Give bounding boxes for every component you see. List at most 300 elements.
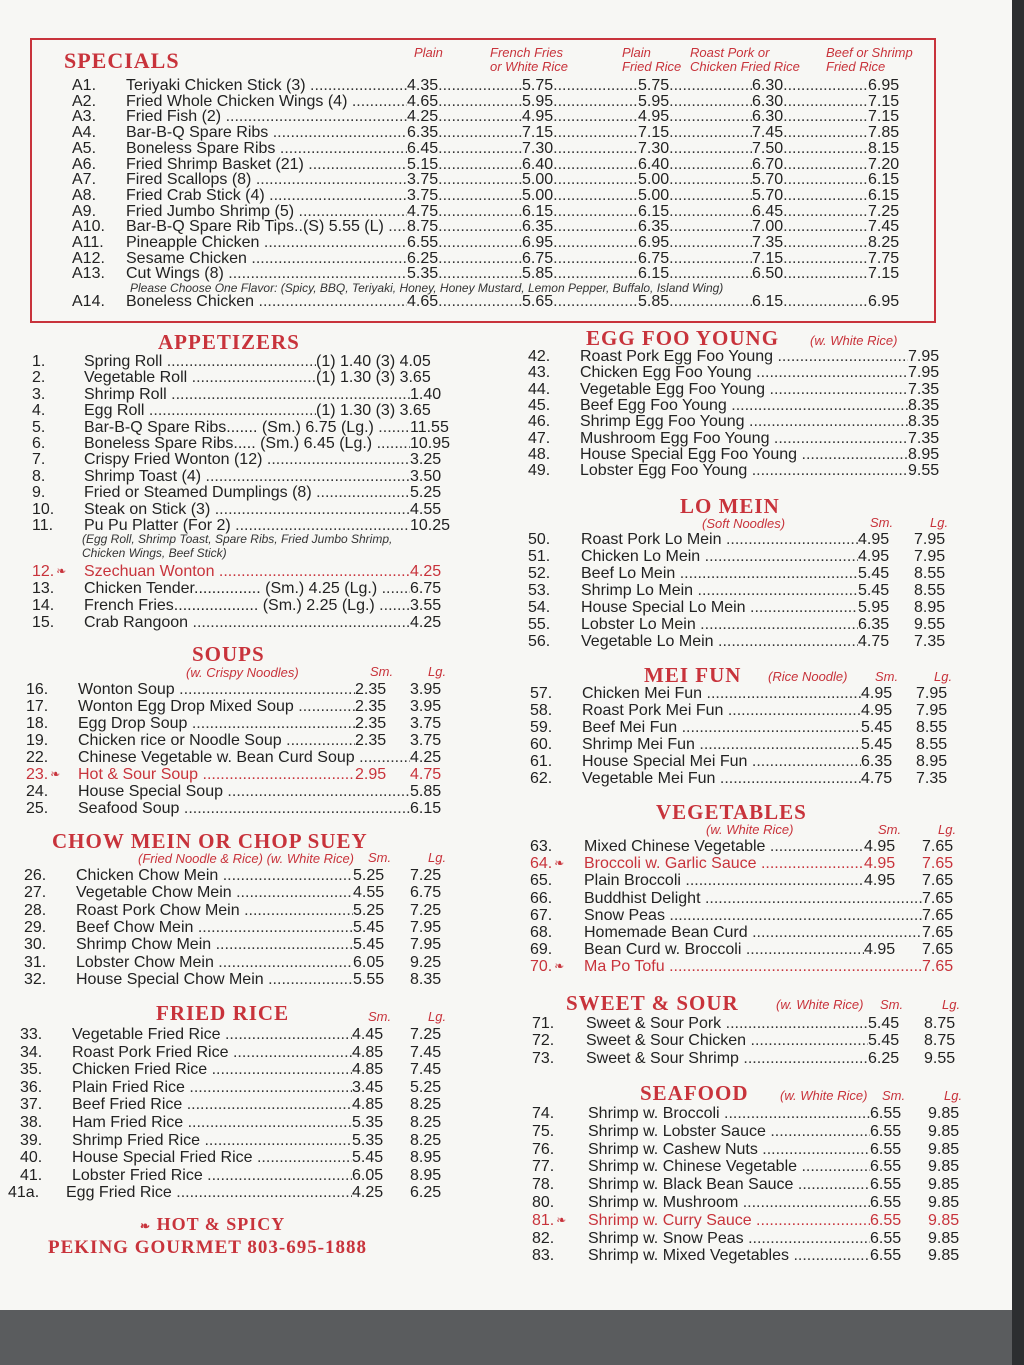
special-item-row xyxy=(0,293,1012,310)
large-price: 9.85 xyxy=(928,1229,960,1247)
large-price: 9.55 xyxy=(924,1049,956,1067)
small-price: 6.35 xyxy=(858,616,890,633)
large-price: 8.95 xyxy=(410,1149,442,1167)
menu-item-row xyxy=(0,582,1012,599)
item-number: 33. xyxy=(20,1026,43,1043)
menu-item-row xyxy=(0,381,1012,398)
item-number: 62. xyxy=(530,770,553,787)
large-price: 3.95 xyxy=(410,698,442,715)
item-name: Plain Broccoli ..... xyxy=(584,872,864,889)
item-number: 50. xyxy=(528,531,551,548)
item-price: 5.85 ..... xyxy=(638,293,752,310)
item-name: House Special Fried Rice ..... xyxy=(72,1149,352,1166)
item-name: Shrimp w. Mushroom ..... xyxy=(588,1194,870,1211)
chow-mein-subtitle: (Fried Noodle & Rice) (w. White Rice) xyxy=(138,851,354,866)
item-number: 56. xyxy=(528,633,551,650)
large-price: 7.25 xyxy=(410,1026,442,1043)
item-price: 6.30 ..... xyxy=(752,93,868,110)
item-number: 75. xyxy=(532,1122,555,1140)
item-name: Steak on Stick (3) ..... xyxy=(84,501,410,518)
item-price: 6.15 ..... xyxy=(638,265,752,282)
item-name: Fried Jumbo Shrimp (5) ..... xyxy=(126,203,407,220)
item-price: 3.50 xyxy=(410,467,442,485)
item-number: A12. xyxy=(72,249,105,267)
item-price: 5.00 ..... xyxy=(522,187,638,204)
fried-rice-title: FRIED RICE xyxy=(156,1001,290,1025)
item-name: Chicken Chow Mein ..... xyxy=(76,867,353,884)
small-price: 4.95 xyxy=(864,838,896,855)
item-price: 7.45 ..... xyxy=(752,124,868,141)
large-column-header: Lg. xyxy=(428,664,447,679)
menu-item-row xyxy=(0,958,1012,975)
special-item-row xyxy=(0,140,1012,157)
item-name: Shrimp w. Curry Sauce ..... xyxy=(588,1212,870,1229)
item-number: 28. xyxy=(24,901,47,919)
item-price: 6.95 ..... xyxy=(638,234,752,251)
large-price: 7.65 xyxy=(922,872,954,890)
item-price: 4.65 ..... xyxy=(407,93,522,110)
item-name: Teriyaki Chicken Stick (3) ..... xyxy=(126,77,407,94)
item-name: Roast Pork Chow Mein ..... xyxy=(76,902,353,919)
large-column-header: Lg. xyxy=(428,1009,447,1024)
flavor-note: Please Choose One Flavor: (Spicy, BBQ, Teriyaki, Honey, Honey Mustard, Lemon Pepper, Buffalo, Island Wing) xyxy=(130,281,724,295)
menu-item-row xyxy=(0,1123,1012,1140)
item-number: 46. xyxy=(528,413,551,431)
sweet-sour-title: SWEET & SOUR xyxy=(566,991,739,1015)
menu-item-row xyxy=(0,616,1012,633)
large-price: 7.95 xyxy=(914,531,946,548)
large-column-header: Lg. xyxy=(938,822,957,837)
special-item-row xyxy=(0,124,1012,141)
item-price: 5.65 ..... xyxy=(522,293,638,310)
item-name: Homemade Bean Curd ..... xyxy=(584,924,922,941)
small-price: 6.55 xyxy=(870,1105,902,1122)
item-price: 4.25 ..... xyxy=(407,108,522,125)
item-name: Shrimp Roll ..... xyxy=(84,386,410,403)
large-column-header: Lg. xyxy=(944,1088,963,1103)
large-column-header: Lg. xyxy=(428,850,447,865)
item-name: Bar-B-Q Spare Ribs ..... xyxy=(126,124,407,141)
large-price: 7.65 xyxy=(922,924,954,941)
item-price: 3.75 ..... xyxy=(407,171,522,188)
large-price: 7.65 xyxy=(922,906,954,924)
special-item-row xyxy=(0,203,1012,220)
vegetables-title: VEGETABLES xyxy=(656,800,807,824)
item-price: 7.95 xyxy=(908,348,940,365)
item-name: Chinese Vegetable w. Bean Curd Soup ..... xyxy=(78,749,410,766)
menu-item-row xyxy=(0,907,1012,924)
item-price: 7.15 xyxy=(868,108,900,126)
item-price: 4.35 ..... xyxy=(407,77,522,94)
item-name: Fried Crab Stick (4) ..... xyxy=(126,187,407,204)
item-number: 24. xyxy=(26,783,49,800)
menu-item-row xyxy=(0,924,1012,941)
small-price: 4.95 xyxy=(858,548,890,565)
small-column-header: Sm. xyxy=(875,669,899,684)
menu-item-row xyxy=(0,348,1012,365)
menu-item-row xyxy=(0,364,1012,381)
large-price: 7.65 xyxy=(922,958,954,976)
item-name: Egg Roll ..... xyxy=(84,402,316,419)
item-number: 7. xyxy=(32,451,46,469)
item-name: Cut Wings (8) ..... xyxy=(126,265,407,282)
item-price: 8.95 xyxy=(908,445,940,463)
item-name: Chicken Lo Mein ..... xyxy=(581,548,858,565)
item-price: 6.45 ..... xyxy=(407,140,522,157)
item-number: 34. xyxy=(20,1043,43,1061)
restaurant-name-phone: PEKING GOURMET 803-695-1888 xyxy=(48,1237,368,1258)
small-price: 4.85 xyxy=(352,1096,384,1114)
item-number: 76. xyxy=(532,1140,555,1158)
menu-item-row xyxy=(0,1158,1012,1175)
item-number: 63. xyxy=(530,838,553,855)
vegetables-subtitle: (w. White Rice) xyxy=(706,822,794,837)
item-number: 55. xyxy=(528,616,551,633)
item-name: House Special Chow Mein ..... xyxy=(76,971,353,988)
large-price: 5.25 xyxy=(410,1078,442,1096)
large-price: 4.25 xyxy=(410,749,442,766)
item-price: 6.15 xyxy=(868,186,900,204)
item-name: Chicken Tender............... (Sm.) 4.25 (Lg.) ..... xyxy=(84,580,410,597)
small-price: 6.05 xyxy=(353,953,385,971)
menu-item-row xyxy=(0,719,1012,736)
special-item-row xyxy=(0,156,1012,173)
item-number: 4. xyxy=(32,402,46,420)
item-price: 7.25 xyxy=(868,202,900,220)
item-price: 6.75 ..... xyxy=(638,250,752,267)
large-price: 7.35 xyxy=(916,770,948,787)
small-price: 2.35 xyxy=(355,715,387,732)
small-price: 6.05 xyxy=(352,1166,384,1184)
large-price: 9.85 xyxy=(928,1158,960,1176)
item-price: 6.55 ..... xyxy=(407,234,522,251)
small-price: 2.95 xyxy=(355,766,387,783)
item-number: 49. xyxy=(528,462,551,480)
large-price: 8.25 xyxy=(410,1131,442,1149)
item-price: 5.75 ..... xyxy=(638,77,752,94)
item-name: Egg Drop Soup ..... xyxy=(78,715,355,732)
item-price: 7.85 xyxy=(868,124,900,142)
small-price: 4.95 xyxy=(858,531,890,548)
item-name: Vegetable Roll ..... xyxy=(84,369,316,386)
item-price: 6.25 ..... xyxy=(407,250,522,267)
item-name: Shrimp w. Snow Peas ..... xyxy=(588,1230,870,1247)
item-price: 7.20 xyxy=(868,155,900,173)
mei-fun-subtitle: (Rice Noodle) xyxy=(768,669,848,684)
item-price: 5.85 ..... xyxy=(522,265,638,282)
small-price: 5.45 xyxy=(868,1015,900,1032)
item-price: 3.75 ..... xyxy=(407,187,522,204)
small-column-header: Sm. xyxy=(368,850,392,865)
item-price: 4.95 ..... xyxy=(638,108,752,125)
small-price: 3.45 xyxy=(352,1078,384,1096)
item-price: 6.35 ..... xyxy=(407,124,522,141)
item-number: 8. xyxy=(32,467,46,485)
item-number: 6. xyxy=(32,435,46,452)
price-column-header: Beef or Shrimp Fried Rice xyxy=(826,45,913,74)
item-price: 7.15 xyxy=(868,265,900,283)
special-item-row xyxy=(0,265,1012,282)
large-price: 8.25 xyxy=(410,1114,442,1131)
item-number: 83. xyxy=(532,1247,555,1265)
large-price: 8.55 xyxy=(916,736,948,753)
item-number: 40. xyxy=(20,1149,43,1167)
item-name: Spring Roll ..... xyxy=(84,353,316,370)
large-price: 3.75 xyxy=(410,732,442,749)
small-price: 6.25 xyxy=(868,1049,900,1067)
item-number: A3. xyxy=(72,108,97,126)
menu-item-row xyxy=(0,1141,1012,1158)
large-column-header: Lg. xyxy=(934,669,953,684)
item-price: 7.75 xyxy=(868,249,900,267)
item-number: A5. xyxy=(72,139,97,157)
special-item-row xyxy=(0,250,1012,267)
item-price: 4.55 xyxy=(410,500,442,518)
item-number: 70. ❧ xyxy=(530,958,565,976)
item-price: 6.70 ..... xyxy=(752,156,868,173)
item-number: 38. xyxy=(20,1114,43,1131)
menu-item-row xyxy=(0,413,1012,430)
item-name: Lobster Lo Mein ..... xyxy=(581,616,858,633)
item-number: 51. xyxy=(528,548,551,565)
item-price: 7.50 ..... xyxy=(752,140,868,157)
item-name: Shrimp w. Chinese Vegetable ..... xyxy=(588,1158,870,1175)
item-number: 65. xyxy=(530,872,553,890)
small-price: 5.45 xyxy=(353,936,385,954)
item-name: Roast Pork Fried Rice ..... xyxy=(72,1044,352,1061)
large-price: 6.25 xyxy=(410,1184,442,1202)
small-price: 5.45 xyxy=(858,582,890,599)
item-number: 26. xyxy=(24,867,47,884)
chili-pepper-icon: ❧ xyxy=(140,1219,152,1233)
item-name: Wonton Egg Drop Mixed Soup ..... xyxy=(78,698,355,715)
item-name: Roast Pork Egg Foo Young ..... xyxy=(580,348,908,365)
item-price: 7.35 xyxy=(908,429,940,447)
small-price: 5.45 xyxy=(861,719,893,736)
chili-pepper-icon: ❧ xyxy=(50,767,61,781)
menu-item-row xyxy=(0,548,1012,565)
item-price: 5.75 ..... xyxy=(522,77,638,94)
item-number: 15. xyxy=(32,614,55,631)
small-price: 5.95 xyxy=(858,599,890,616)
item-price: 6.75 xyxy=(410,580,442,597)
item-name: Bar-B-Q Spare Rib Tips..(S) 5.55 (L) ..... xyxy=(126,218,407,235)
item-price: 5.95 ..... xyxy=(638,93,752,110)
lo-mein-title: LO MEIN xyxy=(680,494,780,518)
item-number: 14. xyxy=(32,597,55,614)
item-price: 5.15 ..... xyxy=(407,156,522,173)
item-number: 35. xyxy=(20,1061,43,1079)
item-name: Vegetable Fried Rice ..... xyxy=(72,1026,352,1043)
item-price: 6.15 ..... xyxy=(522,203,638,220)
item-price: 7.00 ..... xyxy=(752,218,868,235)
small-price: 4.95 xyxy=(864,855,896,873)
menu-item-row xyxy=(0,531,1012,548)
menu-item-row xyxy=(0,1050,1012,1067)
item-number: 53. xyxy=(528,582,551,599)
item-name: Beef Mei Fun ..... xyxy=(582,719,861,736)
item-name: Chicken rice or Noodle Soup ..... xyxy=(78,732,355,749)
item-name: Shrimp w. Cashew Nuts ..... xyxy=(588,1141,870,1158)
item-price: 4.25 xyxy=(410,563,442,580)
menu-item-row xyxy=(0,941,1012,958)
price-column-header: Plain Fried Rice xyxy=(622,45,682,74)
hot-spicy-legend: HOT & SPICY xyxy=(156,1214,286,1234)
item-number: A9. xyxy=(72,202,97,220)
small-price: 5.55 xyxy=(353,970,385,988)
egg-foo-young-title: EGG FOO YOUNG xyxy=(586,326,780,350)
large-price: 7.35 xyxy=(914,633,946,650)
sweet-sour-subtitle: (w. White Rice) xyxy=(776,997,864,1012)
item-name: Shrimp w. Mixed Vegetables ..... xyxy=(588,1247,870,1264)
small-column-header: Sm. xyxy=(370,664,394,679)
menu-item-row xyxy=(0,838,1012,855)
appetizers-title: APPETIZERS xyxy=(158,330,300,354)
item-price: 9.55 xyxy=(908,462,940,480)
item-price: 3.55 xyxy=(410,597,442,614)
item-name: Shrimp w. Black Bean Sauce ..... xyxy=(588,1176,870,1193)
large-price: 8.55 xyxy=(914,565,946,582)
menu-item-row xyxy=(0,753,1012,770)
item-name: Mushroom Egg Foo Young ..... xyxy=(580,430,908,447)
menu-item-row xyxy=(0,430,1012,447)
special-item-row xyxy=(0,234,1012,251)
item-price: 10.95 xyxy=(410,435,451,452)
item-name: Bar-B-Q Spare Ribs....... (Sm.) 6.75 (Lg.) ..... xyxy=(84,419,410,436)
item-name: Boneless Spare Ribs ..... xyxy=(126,140,407,157)
item-number: 3. xyxy=(32,385,46,403)
item-number: 73. xyxy=(532,1049,555,1067)
item-price: 6.95 ..... xyxy=(522,234,638,251)
item-name: Pu Pu Platter (For 2) ..... xyxy=(84,517,410,534)
item-price: 5.95 ..... xyxy=(522,93,638,110)
item-price: 7.35 xyxy=(908,380,940,398)
item-price: 7.15 ..... xyxy=(752,250,868,267)
item-price: 10.25 xyxy=(410,517,451,534)
item-price: 8.25 xyxy=(868,234,900,251)
menu-item-row xyxy=(0,1176,1012,1193)
item-name: Boneless Spare Ribs..... (Sm.) 6.45 (Lg.) ..... xyxy=(84,435,410,452)
item-name: House Special Lo Mein ..... xyxy=(581,599,858,616)
small-price: 4.75 xyxy=(861,770,893,787)
small-price: 5.25 xyxy=(353,901,385,919)
item-price: (1) 1.40 (3) 4.05 xyxy=(316,353,431,370)
item-name: Crab Rangoon ..... xyxy=(84,614,410,631)
item-name: Crispy Fried Wonton (12) ..... xyxy=(84,451,410,468)
item-name: Seafood Soup ..... xyxy=(78,800,410,817)
item-price: 7.45 xyxy=(868,218,900,236)
item-price: 5.00 ..... xyxy=(638,171,752,188)
item-price: 6.40 ..... xyxy=(522,156,638,173)
item-name: French Fries................... (Sm.) 2.25 (Lg.) ..... xyxy=(84,597,410,614)
menu-item-row xyxy=(0,855,1012,872)
menu-item-row xyxy=(0,397,1012,414)
table-surface xyxy=(0,1310,1012,1365)
item-number: 47. xyxy=(528,429,551,447)
item-price: 6.95 xyxy=(868,293,900,310)
item-number: 77. xyxy=(532,1158,555,1176)
item-number: 17. xyxy=(26,698,49,715)
menu-item-row xyxy=(0,1015,1012,1032)
large-price: 8.95 xyxy=(916,753,948,770)
item-price: 7.15 ..... xyxy=(522,124,638,141)
item-number: 13. xyxy=(32,580,55,597)
item-price: 4.95 ..... xyxy=(522,108,638,125)
large-price: 9.85 xyxy=(928,1140,960,1158)
menu-item-row xyxy=(0,565,1012,582)
item-number: 25. xyxy=(26,800,49,817)
small-price: 6.55 xyxy=(870,1247,902,1265)
menu-footer xyxy=(48,1214,367,1259)
large-price: 8.25 xyxy=(410,1096,442,1114)
item-number: 54. xyxy=(528,599,551,616)
small-price: 4.25 xyxy=(352,1184,384,1202)
item-name: Beef Lo Mein ..... xyxy=(581,565,858,582)
item-name: Fired Scallops (8) ..... xyxy=(126,171,407,188)
item-name: Shrimp Mei Fun ..... xyxy=(582,736,861,753)
menu-item-row xyxy=(0,1105,1012,1122)
soups-title: SOUPS xyxy=(192,642,265,666)
item-number: A2. xyxy=(72,92,97,110)
item-name: Vegetable Mei Fun ..... xyxy=(582,770,861,787)
price-column-header: French Fries or White Rice xyxy=(490,45,569,74)
item-number: 66. xyxy=(530,889,553,907)
large-price: 7.65 xyxy=(922,941,954,959)
item-price: 8.75 ..... xyxy=(407,218,522,235)
item-number: 81. ❧ xyxy=(532,1211,567,1229)
item-number: 59. xyxy=(530,719,553,736)
large-price: 9.25 xyxy=(410,953,442,971)
small-price: 5.35 xyxy=(352,1114,384,1131)
item-name: Shrimp Lo Mein ..... xyxy=(581,582,858,599)
item-price: 7.15 ..... xyxy=(638,124,752,141)
item-number: 57. xyxy=(530,685,553,702)
item-name: Beef Egg Foo Young ..... xyxy=(580,397,908,414)
large-price: 9.85 xyxy=(928,1211,960,1229)
menu-item-row xyxy=(0,599,1012,616)
large-price: 3.95 xyxy=(410,681,442,698)
item-number: 74. xyxy=(532,1105,555,1122)
seafood-subtitle: (w. White Rice) xyxy=(780,1088,868,1103)
item-name: Shrimp Fried Rice ..... xyxy=(72,1132,352,1149)
small-price: 6.55 xyxy=(870,1122,902,1140)
menu-item-row xyxy=(0,633,1012,650)
item-name: Sesame Chicken ..... xyxy=(126,250,407,267)
item-number: 58. xyxy=(530,702,553,719)
item-name: Roast Pork Mei Fun ..... xyxy=(582,702,861,719)
item-number: 43. xyxy=(528,364,551,382)
large-price: 7.95 xyxy=(410,936,442,954)
item-number: 18. xyxy=(26,715,49,732)
item-number: A7. xyxy=(72,171,97,189)
item-number: 11. xyxy=(32,517,54,534)
item-price: 6.40 ..... xyxy=(638,156,752,173)
large-price: 6.75 xyxy=(410,884,442,902)
item-number: 41. xyxy=(20,1166,43,1184)
item-number: 60. xyxy=(530,736,553,753)
item-name: Fried Shrimp Basket (21) ..... xyxy=(126,156,407,173)
large-column-header: Lg. xyxy=(930,515,949,530)
small-column-header: Sm. xyxy=(878,822,902,837)
item-number: 71. xyxy=(532,1015,555,1032)
item-price: 8.15 xyxy=(868,139,900,157)
item-number: 16. xyxy=(26,681,49,698)
price-column-header: Roast Pork or Chicken Fried Rice xyxy=(690,45,800,74)
small-price: 6.55 xyxy=(870,1194,902,1211)
item-number: 9. xyxy=(32,484,46,502)
item-number: 29. xyxy=(24,918,47,936)
item-number: 44. xyxy=(528,380,551,398)
